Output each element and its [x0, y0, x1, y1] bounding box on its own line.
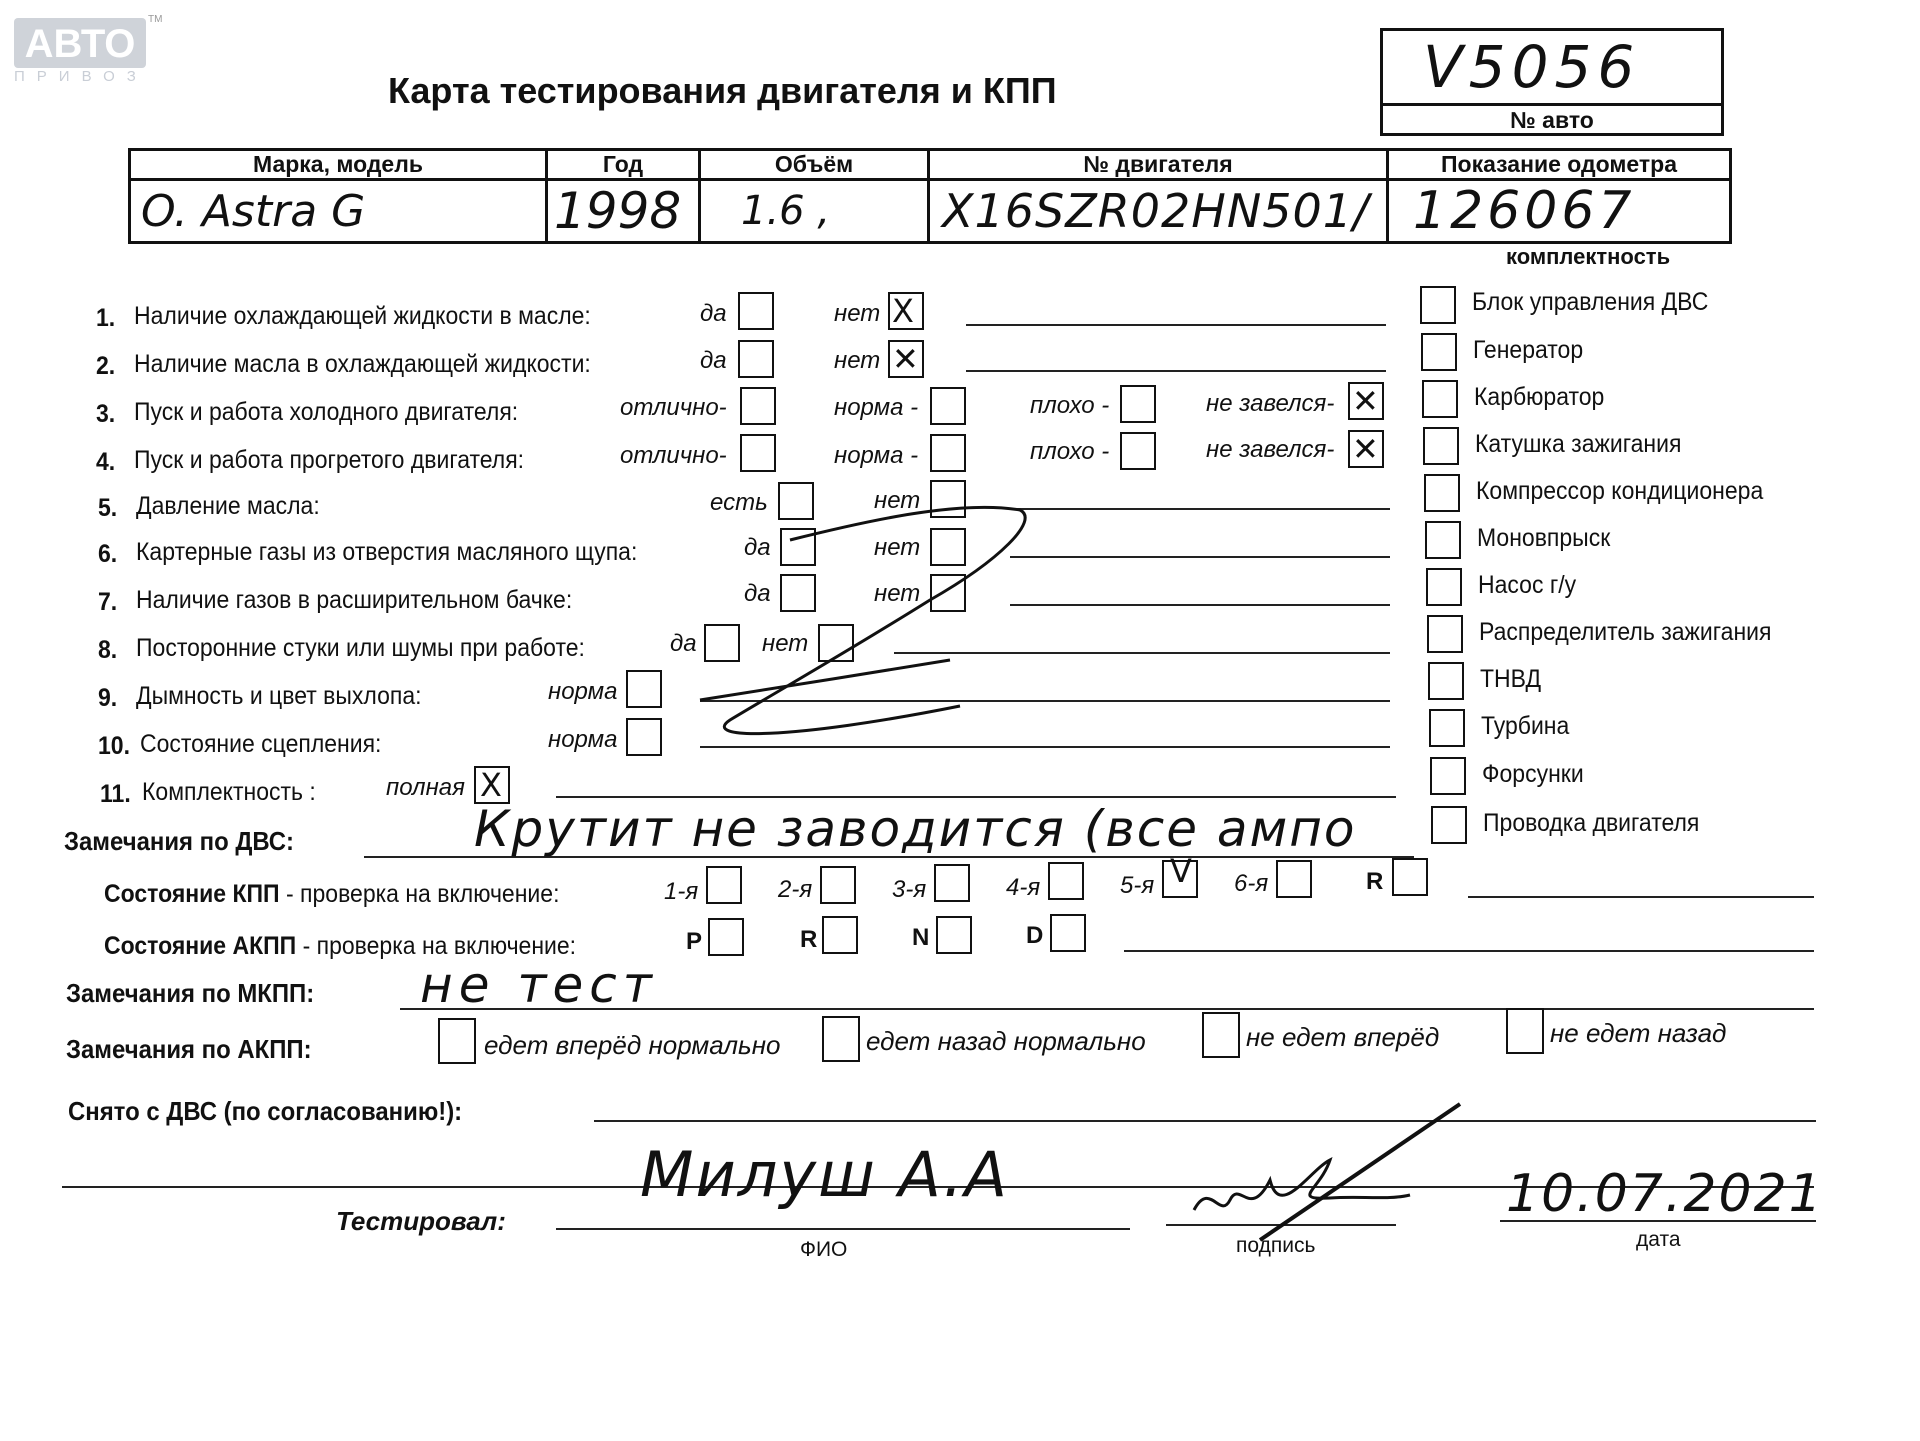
akpp-mode-label: D: [1026, 922, 1044, 949]
logo-tm: TM: [148, 14, 163, 25]
checkbox-akpp-n[interactable]: [936, 916, 972, 954]
option-label: плохо -: [1030, 392, 1110, 419]
removed-label: Снято с ДВС (по согласованию!):: [68, 1096, 463, 1126]
completeness-item: Катушка зажигания: [1475, 430, 1682, 458]
checkbox-gear-1[interactable]: [706, 866, 742, 904]
completeness-item: Карбюратор: [1474, 383, 1605, 411]
completeness-item: Распределитель зажигания: [1479, 618, 1772, 646]
checkbox-akpp-backward-ok[interactable]: [822, 1016, 860, 1062]
item-label: Наличие газов в расширительном бачке:: [136, 586, 573, 614]
item-label: Пуск и работа прогретого двигателя:: [134, 446, 525, 474]
checkbox-gear-4[interactable]: [1048, 862, 1084, 900]
col-engine-no: № двигателя: [1083, 151, 1233, 177]
item-number: 6.: [98, 540, 118, 568]
item-label: Давление масла:: [136, 492, 320, 520]
option-label: нет: [874, 534, 921, 561]
checkbox-gear-r[interactable]: [1392, 858, 1428, 896]
item-number: 7.: [98, 588, 118, 616]
item-label: Наличие масла в охлаждающей жидкости:: [134, 350, 591, 378]
option-label: не завелся-: [1206, 390, 1335, 417]
check-mark: ✕: [1352, 382, 1379, 420]
completeness-item: Блок управления ДВС: [1472, 288, 1709, 316]
kpp-label-rest: - проверка на включение:: [279, 880, 560, 908]
option-label: отлично-: [620, 394, 727, 421]
option-label: да: [744, 580, 771, 607]
completeness-item: Турбина: [1481, 712, 1570, 740]
option-label: не завелся-: [1206, 436, 1335, 463]
checkbox-gear-6[interactable]: [1276, 860, 1312, 898]
checkbox-akpp-forward-ok[interactable]: [438, 1018, 476, 1064]
dvs-remarks-label: Замечания по ДВС:: [64, 826, 294, 856]
item-label: Картерные газы из отверстия масляного щупа:: [136, 538, 638, 566]
completeness-item: Генератор: [1473, 336, 1584, 364]
gear-label: 4-я: [1006, 874, 1041, 901]
value-year: 1998: [554, 182, 682, 240]
option-label: полная: [386, 774, 465, 801]
checkbox-akpp-no-forward[interactable]: [1202, 1012, 1240, 1058]
gear-label: 6-я: [1234, 870, 1269, 897]
checkbox-akpp-d[interactable]: [1050, 914, 1086, 952]
item-label: Пуск и работа холодного двигателя:: [134, 398, 519, 426]
checkbox-gear-3[interactable]: [934, 864, 970, 902]
akpp-remark-option: не едет назад: [1550, 1018, 1727, 1048]
fio-value: Милуш А.А: [640, 1138, 1010, 1211]
value-make-model: O. Astra G: [141, 185, 366, 237]
check-mark: ✕: [892, 340, 919, 378]
col-volume: Объём: [774, 151, 854, 177]
item-number: 11.: [100, 780, 131, 808]
akpp-mode-label: P: [686, 928, 703, 955]
gear-label: R: [1366, 868, 1384, 895]
col-odometer: Показание одометра: [1441, 151, 1677, 177]
col-make-model: Марка, модель: [253, 151, 423, 177]
option-label: норма -: [834, 442, 919, 469]
option-label: нет: [762, 630, 809, 657]
item-label: Состояние сцепления:: [140, 730, 382, 758]
option-label: нет: [834, 300, 881, 327]
kpp-notes-line: [1468, 896, 1814, 898]
gear-label: 5-я: [1120, 872, 1155, 899]
date-label: дата: [1636, 1228, 1681, 1251]
option-label: отлично-: [620, 442, 727, 469]
mkpp-remarks-value: не тест: [420, 956, 658, 1014]
kpp-label: [104, 880, 559, 909]
date-value: 10.07.2021: [1506, 1164, 1824, 1224]
option-label: есть: [710, 489, 768, 516]
car-number-value: V5056: [1423, 33, 1641, 101]
mkpp-remarks-label: Замечания по МКПП:: [66, 978, 315, 1008]
option-label: да: [700, 347, 727, 374]
fio-line: [556, 1228, 1130, 1230]
option-label: нет: [874, 487, 921, 514]
value-engine-no: X16SZR02HN501/: [942, 184, 1370, 238]
gear-label: 1-я: [664, 878, 699, 905]
item-label: Дымность и цвет выхлопа:: [136, 682, 422, 710]
item-number: 1.: [96, 304, 116, 332]
item-number: 4.: [96, 448, 116, 476]
tested-label: Тестировал:: [336, 1206, 506, 1236]
option-label: да: [700, 300, 727, 327]
page-title: Карта тестирования двигателя и КПП: [388, 70, 1057, 111]
akpp-remark-option: не едет вперёд: [1246, 1022, 1440, 1052]
option-label: норма -: [834, 394, 919, 421]
gear-label: 2-я: [778, 876, 813, 903]
completeness-item: Насос г/у: [1478, 571, 1577, 599]
check-mark: X: [892, 292, 914, 330]
value-volume: 1.6 ,: [741, 188, 831, 234]
checkbox-akpp-r[interactable]: [822, 916, 858, 954]
gear-label: 3-я: [892, 876, 927, 903]
akpp-mode-label: N: [912, 924, 930, 951]
fio-label: ФИО: [800, 1238, 848, 1261]
option-label: нет: [874, 580, 921, 607]
item-label: Комплектность :: [142, 778, 316, 806]
completeness-item: ТНВД: [1480, 665, 1542, 693]
checkbox-akpp-no-backward[interactable]: [1506, 1008, 1544, 1054]
item-number: 8.: [98, 636, 118, 664]
item-label: Наличие охлаждающей жидкости в масле:: [134, 302, 591, 330]
item-number: 9.: [98, 684, 118, 712]
option-label: да: [744, 534, 771, 561]
akpp-remarks-label: Замечания по АКПП:: [66, 1034, 312, 1064]
option-label: да: [670, 630, 697, 657]
completeness-item: Проводка двигателя: [1483, 809, 1700, 837]
akpp-notes-line: [1124, 950, 1814, 952]
checkbox-gear-5[interactable]: [1162, 852, 1198, 898]
checkbox-akpp-p[interactable]: [708, 918, 744, 956]
akpp-remark-option: едет вперёд нормально: [484, 1030, 781, 1060]
logo-text: АВТО: [24, 22, 136, 66]
check-mark: V: [1170, 852, 1192, 890]
checkbox-gear-2[interactable]: [820, 866, 856, 904]
completeness-item: Форсунки: [1482, 760, 1584, 788]
akpp-mode-label: R: [800, 926, 818, 953]
completeness-item: Компрессор кондиционера: [1476, 477, 1764, 505]
kpp-label-bold: Состояние КПП: [104, 880, 280, 908]
check-mark: ✕: [1352, 430, 1379, 468]
signature-label: подпись: [1236, 1234, 1316, 1257]
completeness-item: Моновпрыск: [1477, 524, 1611, 552]
check-mark: X: [480, 766, 502, 804]
akpp-remark-option: едет назад нормально: [866, 1026, 1146, 1056]
akpp-label-bold: Состояние АКПП: [104, 932, 297, 960]
item-number: 10.: [98, 732, 130, 760]
item-label: Посторонние стуки или шумы при работе:: [136, 634, 585, 662]
value-odometer: 126067: [1413, 181, 1636, 241]
akpp-label-rest: - проверка на включение:: [296, 932, 577, 960]
item-number: 3.: [96, 400, 116, 428]
item-number: 2.: [96, 352, 116, 380]
dvs-remarks-value: Крутит не заводится (все ампо: [474, 800, 1357, 858]
item-number: 5.: [98, 494, 118, 522]
car-number-label: № авто: [1510, 107, 1594, 133]
option-label: норма: [548, 678, 618, 705]
col-year: Год: [602, 151, 644, 177]
signature: [1180, 1100, 1480, 1250]
completeness-title: комплектность: [1506, 244, 1671, 269]
option-label: нет: [834, 347, 881, 374]
logo-subtitle: ПРИВОЗ: [14, 68, 148, 85]
option-label: плохо -: [1030, 438, 1110, 465]
option-label: норма: [548, 726, 618, 753]
